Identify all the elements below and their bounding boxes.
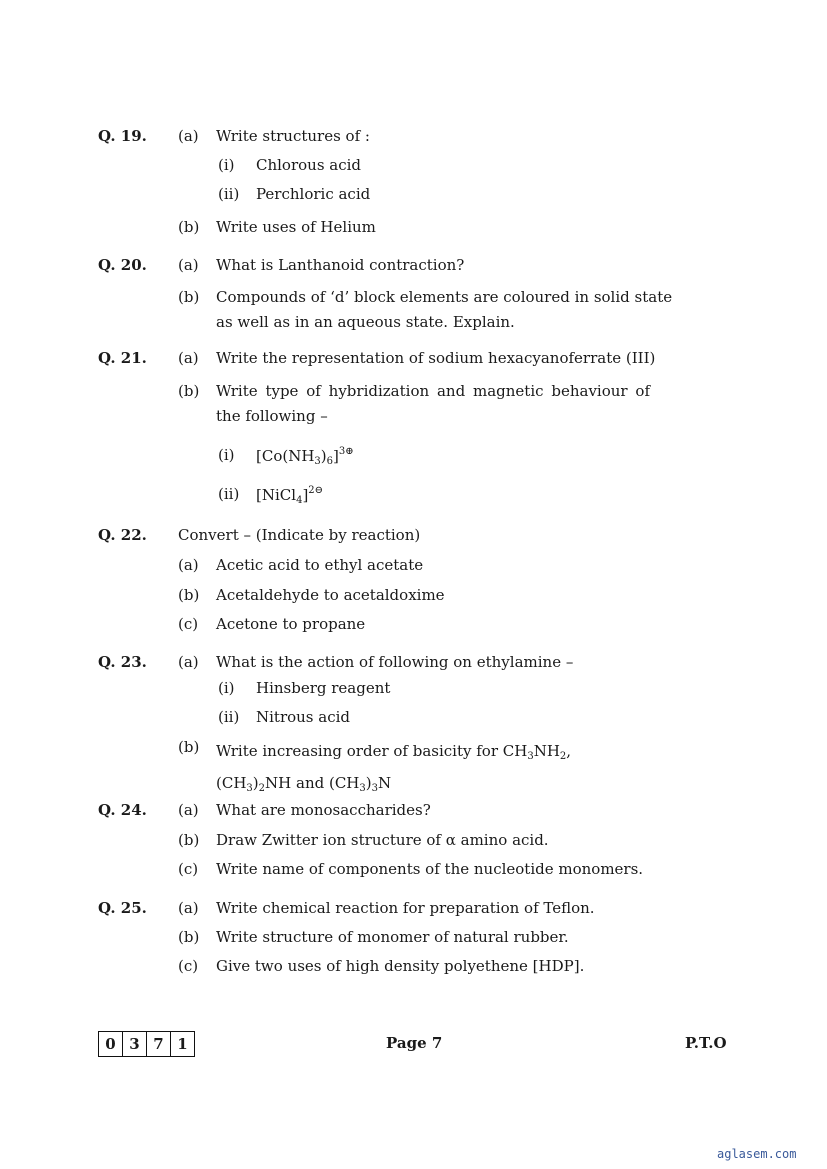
- part-label: (b): [178, 586, 200, 604]
- question-text: Write type of hybridization and magnetic behaviour of: [216, 382, 650, 400]
- part-label: (a): [178, 556, 199, 574]
- basicity-question: Write increasing order of basicity for $CH_3NH_2$, $(CH_3)_2NH$ and $(CH_3)_3N$: [216, 742, 572, 794]
- question-number: Q. 21.: [98, 349, 147, 367]
- part-label: (a): [178, 801, 199, 819]
- paper-code-box: [98, 1031, 195, 1057]
- question-text: Nitrous acid: [256, 708, 351, 726]
- part-label: (a): [178, 256, 199, 274]
- question-text: Write structure of monomer of natural rubber.: [216, 928, 569, 946]
- subpart-label: (i): [218, 679, 235, 697]
- part-label: (b): [178, 928, 200, 946]
- question-text: Perchloric acid: [256, 185, 371, 203]
- question-text: Acetaldehyde to acetaldoxime: [216, 586, 445, 604]
- question-number: Q. 25.: [98, 899, 147, 917]
- question-text: Write the representation of sodium hexacyanoferrate (III): [216, 349, 656, 367]
- question-number: Q. 23.: [98, 653, 147, 671]
- question-number: Q. 22.: [98, 526, 147, 544]
- question-number: Q. 24.: [98, 801, 147, 819]
- question-text: the following –: [216, 407, 328, 425]
- question-text: Write structures of :: [216, 127, 370, 145]
- watermark-site: aglasem.com: [717, 1147, 797, 1161]
- question-text: Give two uses of high density polyethene [HDP].: [216, 957, 585, 975]
- question-number: Q. 19.: [98, 127, 147, 145]
- subpart-label: (i): [218, 156, 235, 174]
- part-label: (a): [178, 899, 199, 917]
- page-number: Page 7: [386, 1034, 443, 1052]
- question-text: What are monosaccharides?: [216, 801, 431, 819]
- complex-formula-cobalt: $[Co(NH_3)_6]^{3\oplus}$: [256, 446, 354, 467]
- part-label: (b): [178, 382, 200, 400]
- code-digit: 0: [99, 1032, 123, 1056]
- code-digit: 3: [123, 1032, 147, 1056]
- part-label: (c): [178, 957, 199, 975]
- question-text: Acetic acid to ethyl acetate: [216, 556, 424, 574]
- question-text: Write chemical reaction for preparation of Teflon.: [216, 899, 595, 917]
- part-label: (b): [178, 218, 200, 236]
- code-digit: 1: [177, 1035, 188, 1053]
- code-digit: 7: [147, 1032, 171, 1056]
- part-label: (a): [178, 349, 199, 367]
- question-text: Compounds of ‘d’ block elements are coloured in solid state: [216, 288, 673, 306]
- subpart-label: (i): [218, 446, 235, 464]
- question-number: Q. 20.: [98, 256, 147, 274]
- question-text: Draw Zwitter ion structure of α amino acid.: [216, 831, 549, 849]
- part-label: (a): [178, 127, 199, 145]
- question-text: Write uses of Helium: [216, 218, 376, 236]
- question-text: Hinsberg reagent: [256, 679, 391, 697]
- subpart-label: (ii): [218, 708, 240, 726]
- pto-label: P.T.O: [685, 1034, 727, 1052]
- subpart-label: (ii): [218, 185, 240, 203]
- subpart-label: (ii): [218, 485, 240, 503]
- part-label: (b): [178, 831, 200, 849]
- question-text: Chlorous acid: [256, 156, 362, 174]
- question-text: as well as in an aqueous state. Explain.: [216, 313, 515, 331]
- question-text: Convert – (Indicate by reaction): [178, 526, 421, 544]
- part-label: (b): [178, 738, 200, 756]
- part-label: (a): [178, 653, 199, 671]
- question-text: What is Lanthanoid contraction?: [216, 256, 465, 274]
- complex-formula-nickel: [NiCl$_4$]$^{2⊖}$: [256, 485, 324, 506]
- question-text: What is the action of following on ethylamine –: [216, 653, 574, 671]
- part-label: (b): [178, 288, 200, 306]
- part-label: (c): [178, 860, 199, 878]
- question-text: Write name of components of the nucleotide monomers.: [216, 860, 644, 878]
- part-label: (c): [178, 615, 199, 633]
- question-text: Acetone to propane: [216, 615, 366, 633]
